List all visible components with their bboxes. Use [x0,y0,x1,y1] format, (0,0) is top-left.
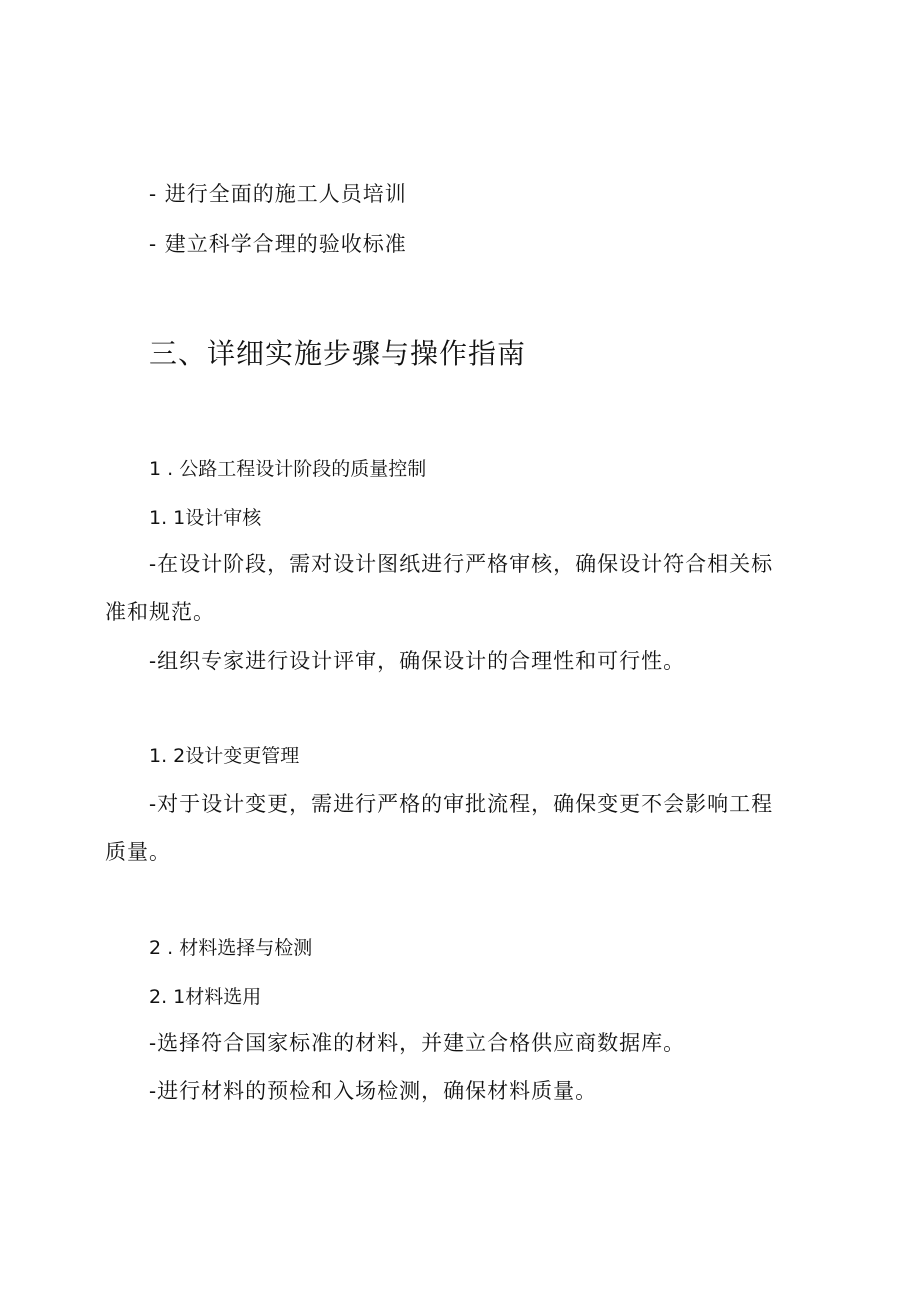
paragraph-2-1-a: -选择符合国家标准的材料，并建立合格供应商数据库。 [149,1031,686,1055]
paragraph-1-1-a-line2: 准和规范。 [105,600,215,624]
subsection-1-1-title: 1. 1设计审核 [149,507,262,529]
paragraph-2-1-b: -进行材料的预检和入场检测，确保材料质量。 [149,1079,598,1103]
paragraph-1-1-a-line1: -在设计阶段，需对设计图纸进行严格审核，确保设计符合相关标 [149,552,774,576]
paragraph-1-1-b: -组织专家进行设计评审，确保设计的合理性和可行性。 [149,649,686,673]
section-1-title: 1 . 公路工程设计阶段的质量控制 [149,458,427,480]
subsection-1-2-title: 1. 2设计变更管理 [149,745,300,767]
section-heading: 三、详细实施步骤与操作指南 [149,337,527,370]
subsection-2-1-title: 2. 1材料选用 [149,986,262,1008]
paragraph-1-2-a-line2: 质量。 [105,840,171,864]
intro-bullet-acceptance: - 建立科学合理的验收标准 [149,232,407,256]
intro-bullet-training: - 进行全面的施工人员培训 [149,182,407,206]
paragraph-1-2-a-line1: -对于设计变更，需进行严格的审批流程，确保变更不会影响工程 [149,792,774,816]
section-2-title: 2 . 材料选择与检测 [149,937,313,959]
